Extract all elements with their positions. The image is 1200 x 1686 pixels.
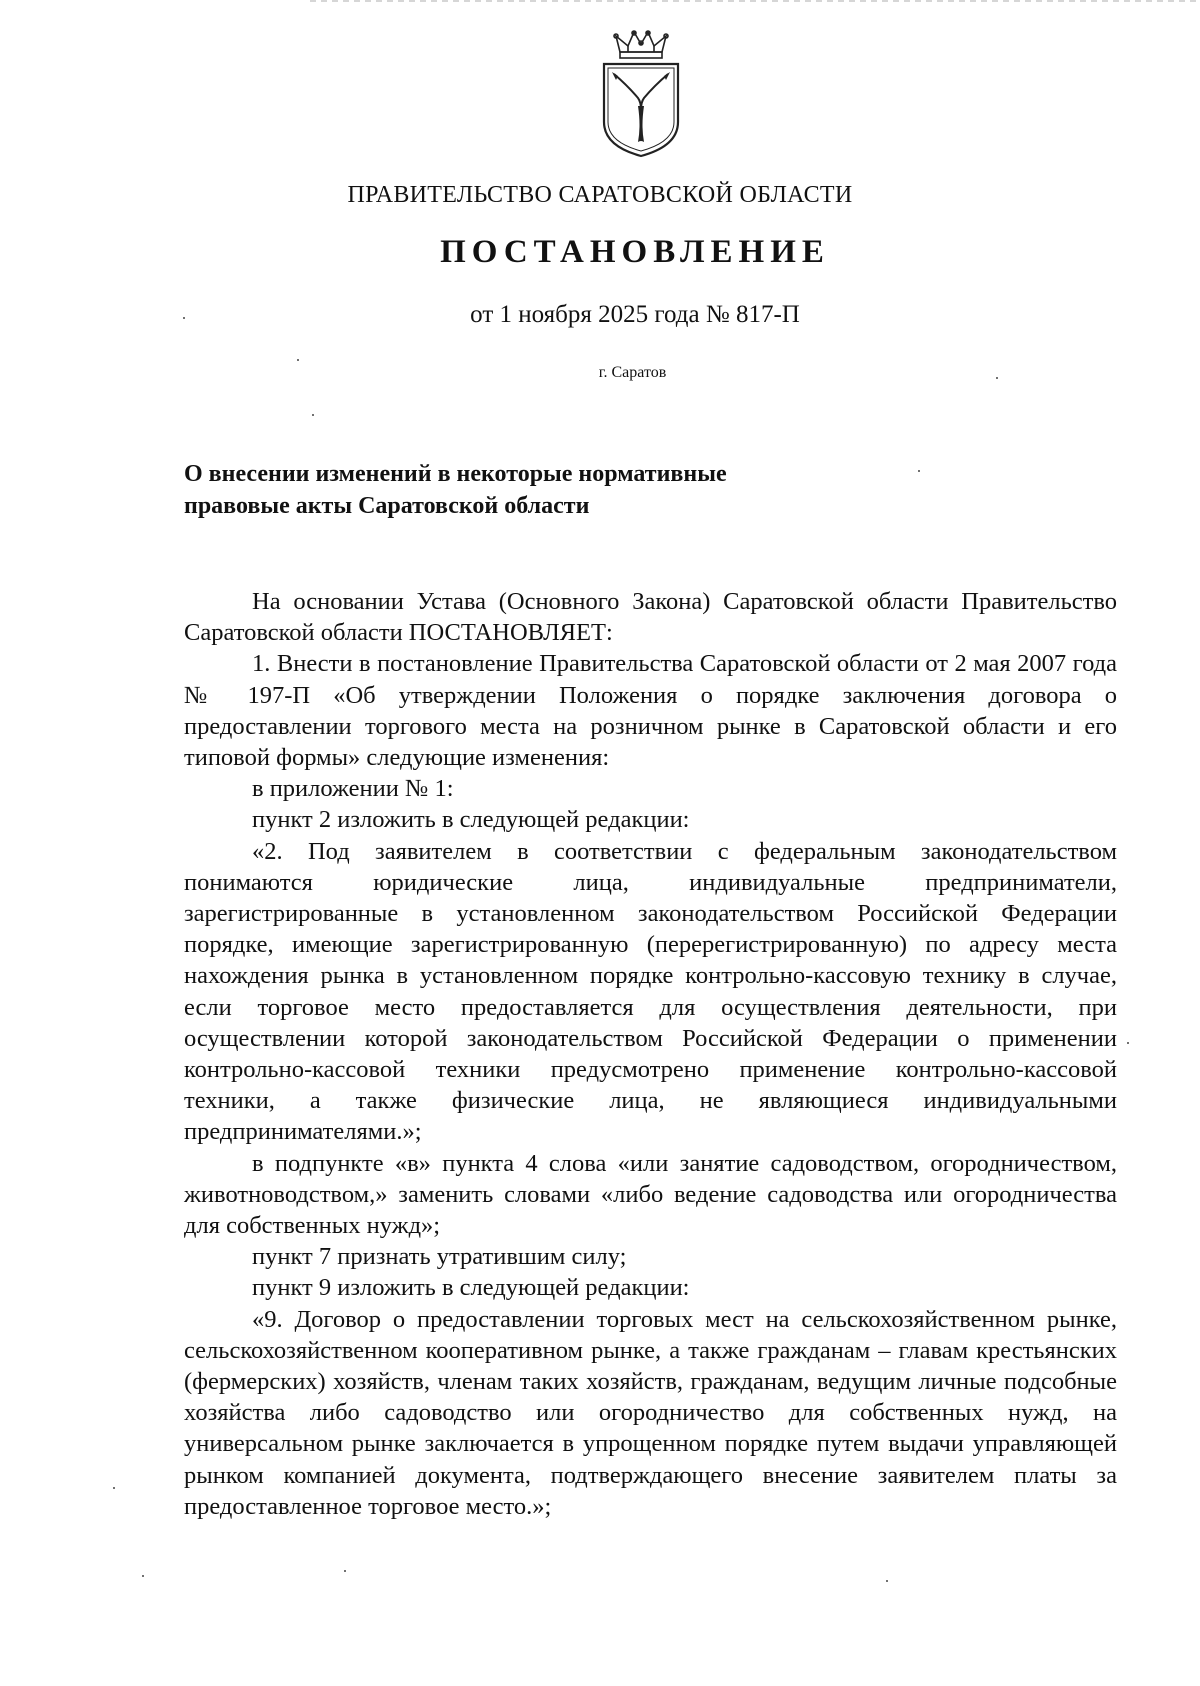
scan-speck [312,414,314,416]
body-paragraph: «2. Под заявителем в соответствии с федеральным законодательством понимаются юридические лица, индивидуальные предприниматели, зарегистрированные в установленном законодательством Российской Федерации порядке, имеющие зарегистрированную (перерегистрированную) по адресу места нахождения рынка в установленном порядке контрольно-кассовую технику в случае, если торговое место предоставляется для осуществления деятельности, при осуществлении которой законодательством Российской Федерации о применении контрольно-кассовой техники предусмотрено применение контрольно-кассовой техники, а также физические лица, не являющиеся индивидуальными предпринимателями.»; [184,837,1117,1146]
scan-speck [142,1575,144,1577]
scan-speck [918,470,920,472]
subject-line-1: О внесении изменений в некоторые нормативные [184,461,727,487]
body-paragraph: в подпункте «в» пункта 4 слова «или занятие садоводством, огородничеством, животноводством,» заменить словами «либо ведение садоводства или огородничества для собственных нужд»; [184,1149,1117,1240]
scan-speck [886,1580,888,1582]
scan-speck [1127,1042,1129,1044]
body-paragraph: «9. Договор о предоставлении торговых мест на сельскохозяйственном рынке, сельскохозяйственном кооперативном рынке, а также гражданам – главам крестьянских (фермерских) хозяйств, членам таких хозяйств, гражданам, ведущим личные подсобные хозяйства либо садоводство или огородничество для собственных нужд, на универсальном рынке заключается в упрощенном порядке путем выдачи управляющей рынком компанией документа, подтверждающего внесение заявителем платы за предоставленное торговое место.»; [184,1305,1117,1520]
scan-speck [996,377,998,379]
scan-speck [297,359,299,361]
body-paragraph: На основании Устава (Основного Закона) Саратовской области Правительство Саратовской области ПОСТАНОВЛЯЕТ: [184,588,1117,647]
document-body [184,586,1117,1522]
scan-artifact-line [310,0,1200,2]
body-paragraph: 1. Внести в постановление Правительства Саратовской области от 2 мая 2007 года № 197-П «Об утверждении Положения о порядке заключения договора о предоставлении торгового места на розничном рынке в Саратовской области и его типовой формы» следующие изменения: [184,650,1117,772]
body-paragraph: пункт 2 изложить в следующей редакции: [252,806,690,834]
body-paragraph: пункт 7 признать утратившим силу; [252,1243,627,1271]
body-paragraph: в приложении № 1: [252,775,454,803]
scan-speck [183,317,185,319]
scan-speck [344,1570,346,1572]
document-date-number: от 1 ноября 2025 года № 817-П [470,301,800,328]
document-city: г. Саратов [598,364,667,381]
organization-name: ПРАВИТЕЛЬСТВО САРАТОВСКОЙ ОБЛАСТИ [347,182,853,208]
document-type-title: ПОСТАНОВЛЕНИЕ [440,234,830,270]
body-paragraph: пункт 9 изложить в следующей редакции: [252,1274,690,1302]
coat-of-arms-icon [598,30,684,158]
subject-line-2: правовые акты Саратовской области [184,493,590,519]
document-subject [184,458,824,522]
scan-speck [113,1487,115,1489]
